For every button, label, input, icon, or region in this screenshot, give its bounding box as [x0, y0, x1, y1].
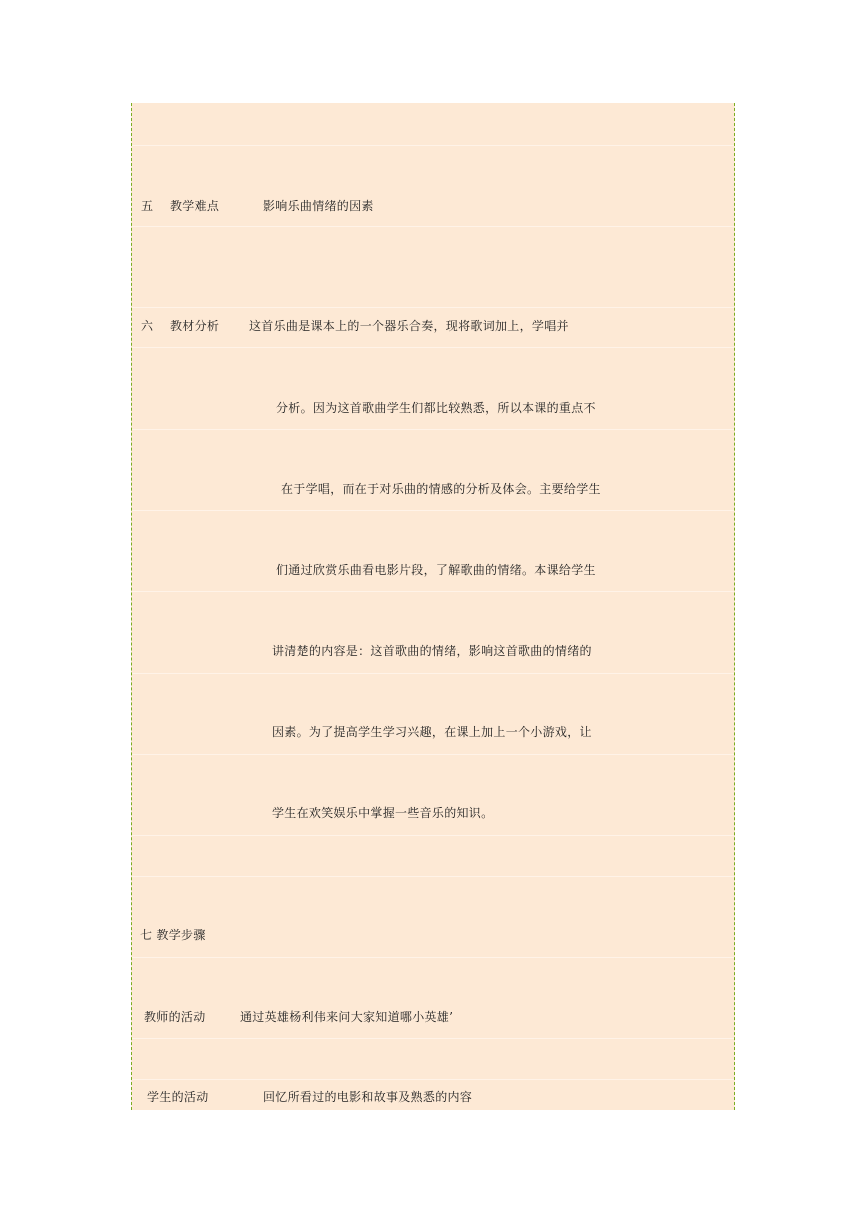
row-divider — [132, 591, 734, 592]
teacher-activity-label: 教师的活动 — [144, 1010, 206, 1024]
section6-line: 学生在欢笑娱乐中掌握一些音乐的知识。 — [272, 806, 494, 820]
row-divider — [132, 145, 734, 146]
student-activity-content: 回忆所看过的电影和故事及熟悉的内容 — [263, 1090, 473, 1104]
section6-line: 们通过欣赏乐曲看电影片段，了解歌曲的情绪。本课给学生 — [276, 563, 596, 577]
teacher-activity-content: 通过英雄杨利伟来问大家知道哪小英雄’ — [240, 1010, 454, 1024]
section6-line: 因素。为了提高学生学习兴趣，在课上加上一个小游戏，让 — [272, 725, 592, 739]
row-divider — [132, 226, 734, 227]
row-divider — [132, 754, 734, 755]
section6-number: 六 — [141, 319, 154, 333]
row-divider — [132, 347, 734, 348]
section6-line: 在于学唱，而在于对乐曲的情感的分析及体会。主要给学生 — [281, 482, 601, 496]
section6-line: 分析。因为这首歌曲学生们都比较熟悉，所以本课的重点不 — [276, 401, 596, 415]
document-panel — [131, 103, 735, 1110]
row-divider — [132, 673, 734, 674]
row-divider — [132, 307, 734, 308]
section6-line: 讲清楚的内容是：这首歌曲的情绪，影响这首歌曲的情绪的 — [272, 644, 592, 658]
section5-title: 教学难点 — [170, 199, 220, 213]
row-divider — [132, 429, 734, 430]
row-divider — [132, 510, 734, 511]
row-divider — [132, 835, 734, 836]
row-divider — [132, 1038, 734, 1039]
row-divider — [132, 1079, 734, 1080]
section7-title: 七 教学步骤 — [140, 928, 206, 942]
section6-title: 教材分析 — [170, 319, 220, 333]
section5-number: 五 — [141, 199, 154, 213]
section6-line: 这首乐曲是课本上的一个器乐合奏，现将歌词加上，学唱并 — [249, 319, 569, 333]
row-divider — [132, 876, 734, 877]
section5-content: 影响乐曲情绪的因素 — [263, 199, 374, 213]
row-divider — [132, 957, 734, 958]
student-activity-label: 学生的活动 — [147, 1090, 209, 1104]
